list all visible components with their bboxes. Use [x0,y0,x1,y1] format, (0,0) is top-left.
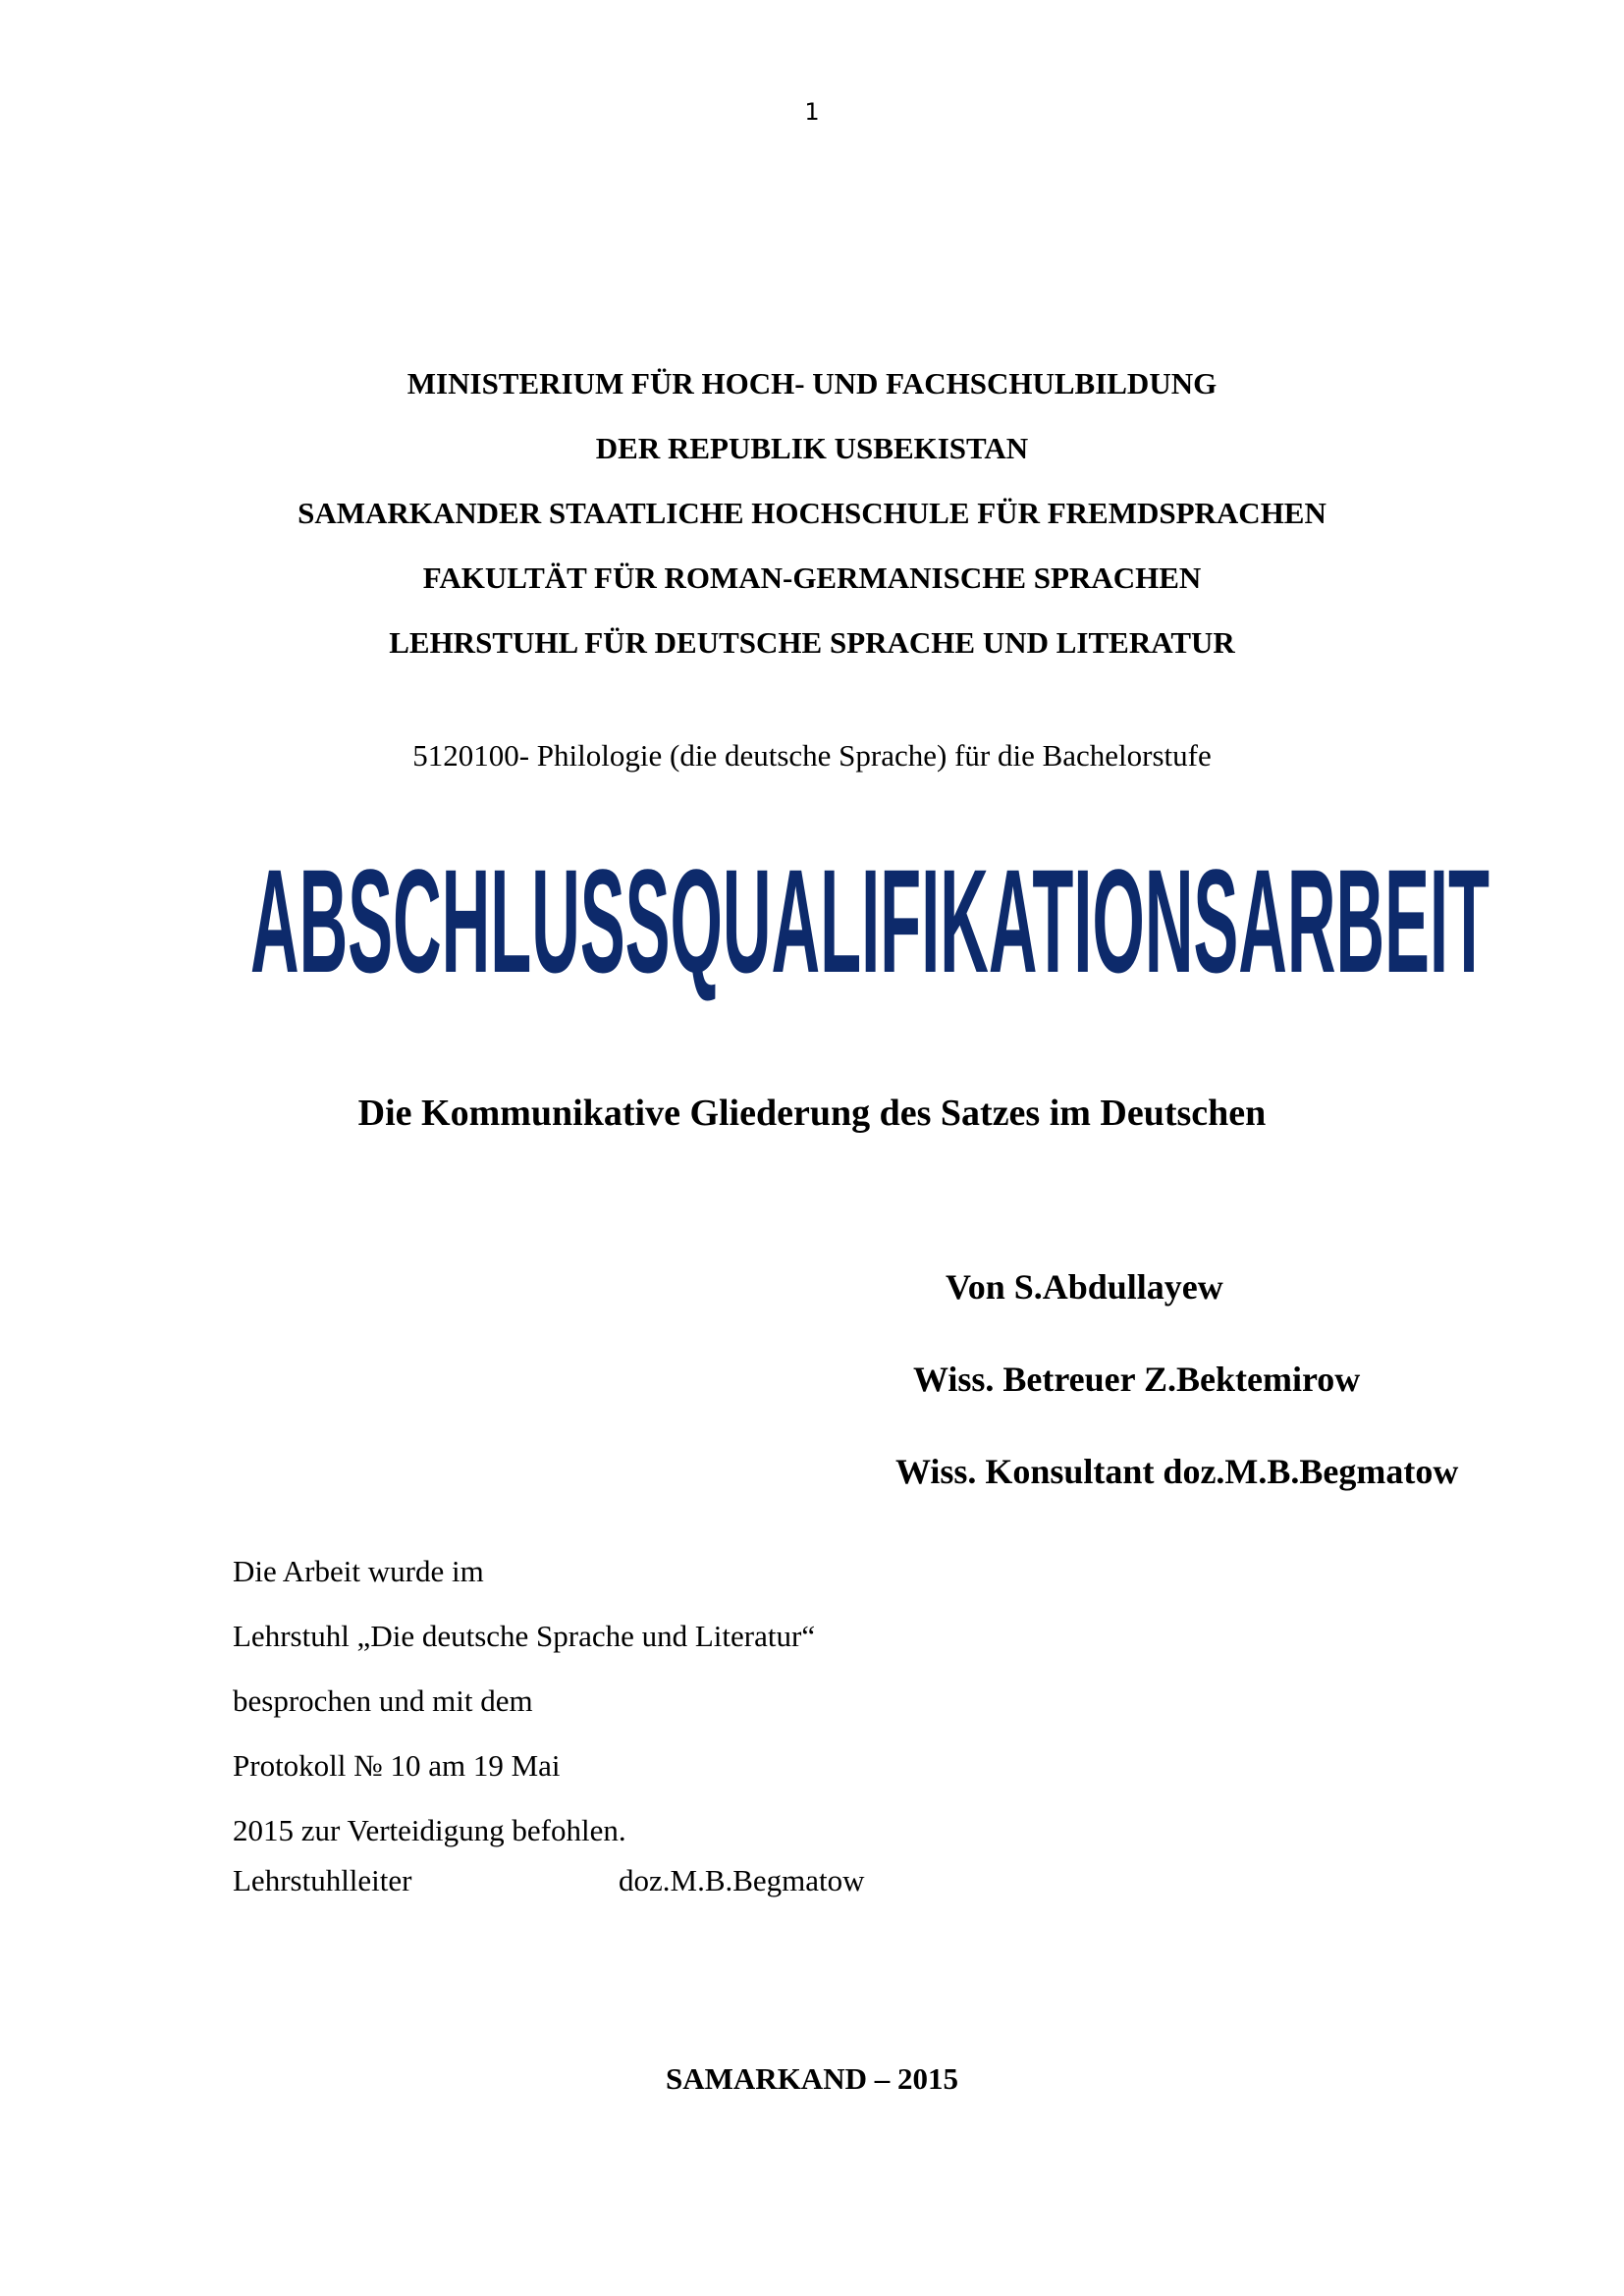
page-number: 1 [804,98,820,126]
approval-note-line: besprochen und mit dem [233,1683,533,1718]
supervisor-line: Wiss. Betreuer Z.Bektemirow [913,1360,1361,1399]
approval-note-line: Lehrstuhl „Die deutsche Sprache und Literatur“ [233,1619,816,1653]
thesis-title: Die Kommunikative Gliederung des Satzes im Deutschen [357,1093,1267,1134]
author-line: Von S.Abdullayew [946,1267,1223,1307]
approval-note-line: Die Arbeit wurde im [233,1554,484,1588]
signature-row [233,1863,865,1898]
header-line-university: SAMARKANDER STAATLICHE HOCHSCHULE FÜR FREMDSPRACHEN [298,496,1326,530]
header-line-department: LEHRSTUHL FÜR DEUTSCHE SPRACHE UND LITERATUR [389,625,1235,660]
place-and-year: SAMARKAND – 2015 [666,2061,958,2096]
approval-note-line: 2015 zur Verteidigung befohlen. [233,1813,626,1847]
document-type-wordart [250,838,1497,1003]
document-type-text: ABSCHLUSSQUALIFIKATIONSARBEIT [250,838,1489,1003]
signature-role: Lehrstuhlleiter [233,1863,412,1897]
header-line-faculty: FAKULTÄT FÜR ROMAN-GERMANISCHE SPRACHEN [422,561,1202,595]
study-program: 5120100- Philologie (die deutsche Sprache) für die Bachelorstufe [412,738,1212,773]
signature-name: doz.M.B.Begmatow [619,1863,865,1897]
consultant-line: Wiss. Konsultant doz.M.B.Begmatow [895,1452,1459,1491]
approval-note-line: Protokoll № 10 am 19 Mai [233,1748,561,1783]
approval-note [233,1539,815,1863]
header-line-ministry: MINISTERIUM FÜR HOCH- UND FACHSCHULBILDUNG [406,366,1218,400]
header-line-republic: DER REPUBLIK USBEKISTAN [595,431,1029,465]
institution-header [0,351,1624,675]
